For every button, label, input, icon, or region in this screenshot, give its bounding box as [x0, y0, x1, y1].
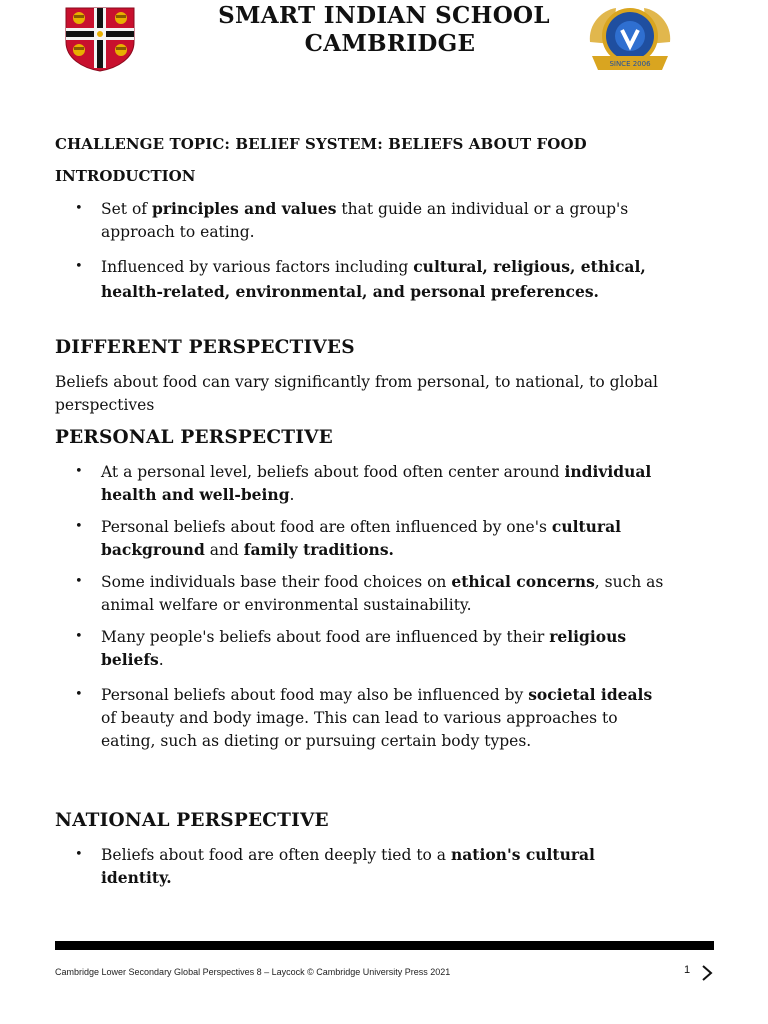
- bullet-icon: •: [75, 259, 83, 274]
- bullet-icon: •: [75, 687, 83, 702]
- list-item: • Beliefs about food are often deeply tied to a nation's cultural identity.: [75, 845, 595, 887]
- list-item: • Many people's beliefs about food are influenced by their religious beliefs.: [75, 627, 627, 669]
- list-item: • At a personal level, beliefs about food often center around individual health and well-being.: [75, 462, 652, 504]
- footer-divider: [55, 941, 714, 950]
- school-name-line2: CAMBRIDGE: [304, 30, 476, 57]
- footer-citation: Cambridge Lower Secondary Global Perspectives 8 – Laycock © Cambridge University Press 2021: [55, 967, 451, 977]
- bullet-icon: •: [75, 464, 83, 479]
- list-item: • Some individuals base their food choices on ethical concerns, such as animal welfare or environmental sustainability.: [75, 572, 664, 614]
- seal-ribbon-text: SINCE 2006: [609, 60, 651, 68]
- introduction-list: [55, 198, 665, 304]
- chevron-right-icon[interactable]: [700, 963, 714, 983]
- bullet-icon: •: [75, 629, 83, 644]
- personal-perspective-heading: PERSONAL PERSPECTIVE: [55, 427, 333, 448]
- school-seal-icon: [582, 4, 678, 74]
- bullet-icon: •: [75, 201, 83, 216]
- personal-perspective-list: [55, 461, 665, 753]
- bullet-icon: •: [75, 847, 83, 862]
- list-item: • Personal beliefs about food may also be influenced by societal ideals of beauty and body image. This can lead to various approaches to eating, such as dieting or pursuing certain body types.: [75, 685, 653, 750]
- list-item: • Personal beliefs about food are often influenced by one's cultural background and family traditions.: [75, 517, 622, 559]
- page-number: 1: [684, 964, 691, 976]
- national-perspective-heading: NATIONAL PERSPECTIVE: [55, 810, 329, 831]
- challenge-topic: CHALLENGE TOPIC: BELIEF SYSTEM: BELIEFS ABOUT FOOD: [55, 135, 587, 153]
- list-item: • Influenced by various factors including cultural, religious, ethical, health-related, environmental, and personal preferences.: [75, 257, 646, 301]
- bullet-icon: •: [75, 574, 83, 589]
- different-perspectives-heading: DIFFERENT PERSPECTIVES: [55, 337, 355, 358]
- bullet-icon: •: [75, 519, 83, 534]
- different-perspectives-text: Beliefs about food can vary significantly from personal, to national, to global perspectives: [55, 373, 658, 414]
- introduction-heading: INTRODUCTION: [55, 167, 196, 185]
- list-item: • Set of principles and values that guide an individual or a group's approach to eating.: [75, 199, 629, 241]
- national-perspective-list: [55, 844, 665, 889]
- school-name-line1: SMART INDIAN SCHOOL: [218, 2, 550, 29]
